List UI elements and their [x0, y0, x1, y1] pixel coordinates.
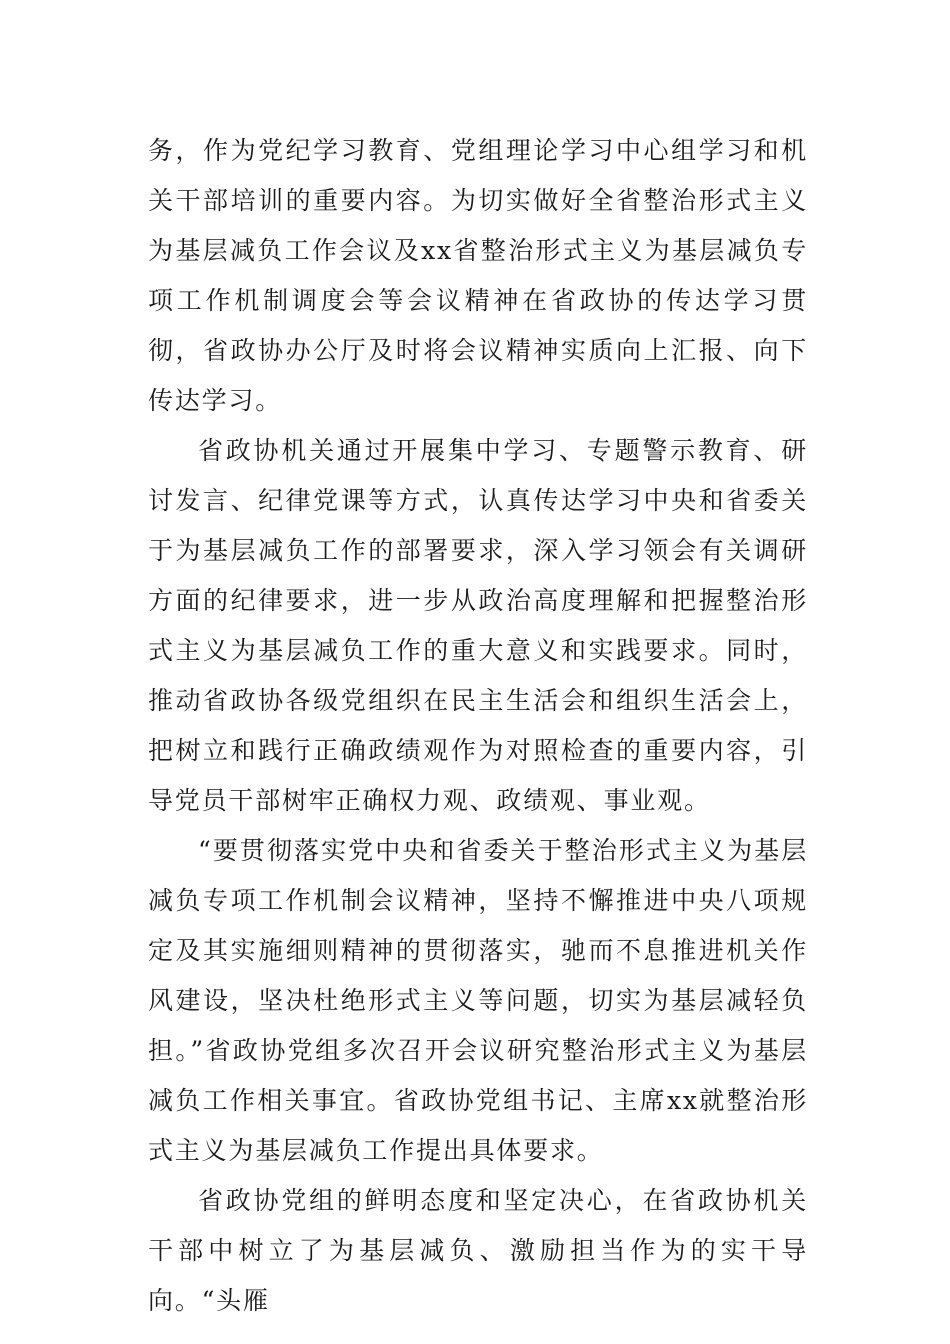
document-body: [148, 126, 808, 1326]
paragraph-leading-guidance: 省政协党组的鲜明态度和坚定决心，在省政协机关干部中树立了为基层减负、激励担当作为的实干导向。“头雁: [148, 1186, 808, 1315]
paragraph-study-measures: 省政协机关通过开展集中学习、专题警示教育、研讨发言、纪律党课等方式，认真传达学习中央和省委关于为基层减负工作的部署要求，深入学习领会有关调研方面的纪律要求，进一步从政治高度理解和把握整治形式主义为基层减负工作的重大意义和实践要求。同时，推动省政协各级党组织在民主生活会和组织生活会上，把树立和践行正确政绩观作为对照检查的重要内容，引导党员干部树牢正确权力观、政绩观、事业观。: [148, 436, 808, 815]
paragraph-continued: 务，作为党纪学习教育、党组理论学习中心组学习和机关干部培训的重要内容。为切实做好全省整治形式主义为基层减负工作会议及xx省整治形式主义为基层减负专项工作机制调度会等会议精神在省政协的传达学习贯彻，省政协办公厅及时将会议精神实质向上汇报、向下传达学习。: [148, 136, 808, 415]
paragraph-party-group-requirements: “要贯彻落实党中央和省委关于整治形式主义为基层减负专项工作机制会议精神，坚持不懈推进中央八项规定及其实施细则精神的贯彻落实，驰而不息推进机关作风建设，坚决杜绝形式主义等问题，切实为基层减轻负担。”省政协党组多次召开会议研究整治形式主义为基层减负工作相关事宜。省政协党组书记、主席xx就整治形式主义为基层减负工作提出具体要求。: [148, 836, 808, 1165]
